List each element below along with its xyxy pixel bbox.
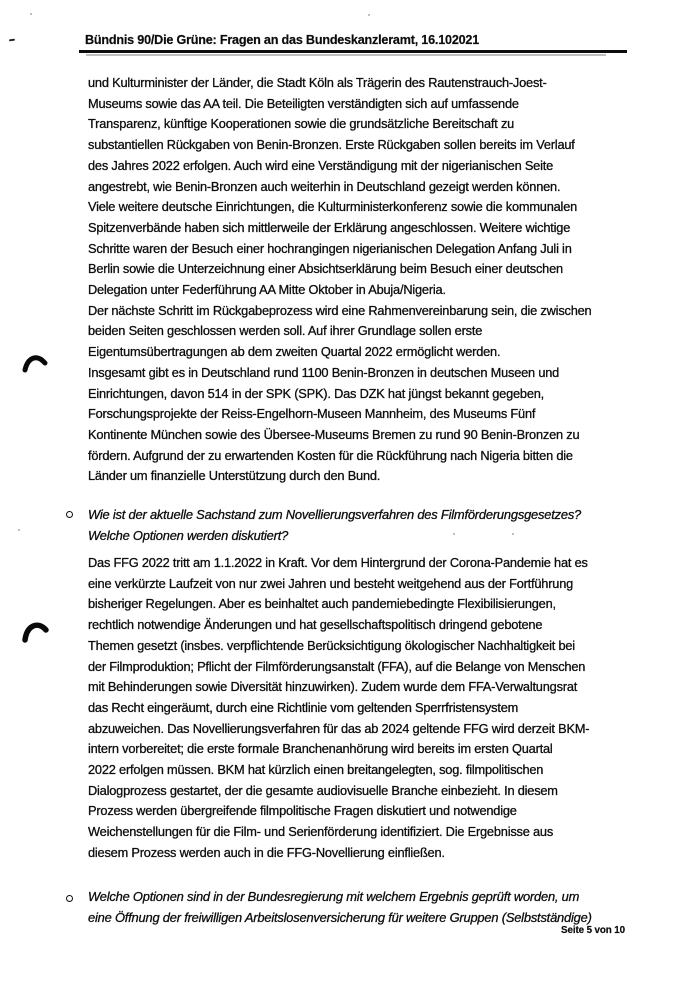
text-line: Welche Optionen sind in der Bundesregierung mit welchem Ergebnis geprüft worden, um [88,889,580,904]
text-line: Dialogprozess gestartet, der die gesamte audiovisuelle Branche einbezieht. In diesem [88,782,558,798]
text-line: Insgesamt gibt es in Deutschland rund 1100 Benin-Bronzen in deutschen Museen und [88,364,560,380]
text-line: und Kulturminister der Länder, die Stadt Köln als Trägerin des Rautenstrauch-Joest- [88,75,547,90]
header-rule [79,50,627,53]
text-line: Transparenz, künftige Kooperationen sowie die grundsätzliche Bereitschaft zu [88,116,515,132]
scan-speck [368,14,370,16]
text-line: Prozess werden übergreifende filmpolitische Fragen diskutiert und notwendige [88,803,517,819]
text-line: Eigentumsübertragungen ab dem zweiten Quartal 2022 ermöglicht werden. [88,344,501,360]
question-arbeitslosenversicherung [88,886,592,928]
scan-speck [18,529,20,531]
text-line: abzuweichen. Das Novellierungsverfahren für das ab 2024 geltende FFG wird derzeit BKM- [88,720,590,736]
text-line: Schritte waren der Besuch einer hochrangingen nigerianischen Delegation Anfang Juli in [88,240,572,256]
text-line: Delegation unter Federführung AA Mitte Oktober in Abuja/Nigeria. [88,282,446,298]
text-line: beiden Seiten geschlossen werden soll. Auf ihrer Grundlage sollen erste [88,323,483,339]
text-line: Kontinente München sowie des Übersee-Museums Bremen zu rund 90 Benin-Bronzen zu [88,426,580,442]
text-line: Wie ist der aktuelle Sachstand zum Novellierungsverfahren des Filmförderungsgesetzes? [88,507,582,522]
text-line: Weichenstellungen für die Film- und Serienförderung identifiziert. Die Ergebnisse aus [88,824,554,840]
text-line: der Filmproduktion; Pflicht der Filmförderungsanstalt (FFA), auf die Belange von Menschen [88,658,586,674]
text-line: des Jahres 2022 erfolgen. Auch wird eine Verständigung mit der nigerianischen Seite [88,157,554,173]
header-rule-shadow [86,54,606,56]
text-line: fördern. Aufgrund der zu erwartenden Kosten für die Rückführung nach Nigeria bitten die [88,447,573,463]
text-line: Welche Optionen werden diskutiert? [88,528,289,543]
paragraph-ffg-2022 [88,553,589,864]
binder-mark-icon [22,618,49,645]
header-title: Bündnis 90/Die Grüne: Fragen an das Bundeskanzleramt, 16.102021 [85,33,480,47]
text-line: Der nächste Schritt im Rückgabeprozess wird eine Rahmenvereinbarung sein, die zwischen [88,302,592,318]
text-line: substantiellen Rückgaben von Benin-Bronzen. Erste Rückgaben sollen bereits im Verlauf [88,137,575,153]
question-filmfoerderungsgesetz [88,504,581,546]
text-line: Das FFG 2022 tritt am 1.1.2022 in Kraft. Vor dem Hintergrund der Corona-Pandemie hat es [88,555,588,570]
text-line: das Recht eingeräumt, durch eine Richtlinie vom geltenden Sperrfristensystem [88,699,519,715]
text-line: Viele weitere deutsche Einrichtungen, die Kulturministerkonferenz sowie die kommunalen [88,199,578,215]
text-line: Länder um finanzielle Unterstützung durch den Bund. [88,468,381,484]
text-line: Spitzenverbände haben sich mittlerweile der Erklärung angeschlossen. Weitere wichtige [88,219,571,235]
binder-mark-icon [22,353,48,375]
text-line: eine verkürzte Laufzeit von nur zwei Jahren und besteht weitgehend aus der Fortführung [88,575,574,591]
text-line: rechtlich notwendige Änderungen und hat gesellschaftspolitisch dringend gebotene [88,617,543,633]
text-line: 2022 erfolgen müssen. BKM hat kürzlich einen breitangelegten, sog. filmpolitischen [88,762,544,778]
scan-speck [30,13,32,15]
text-line: Museums sowie das AA teil. Die Beteiligten verständigten sich auf umfassende [88,95,519,111]
text-line: eine Öffnung der freiwilligen Arbeitslosenversicherung für weitere Gruppen (Selbstständige) [88,910,592,925]
text-line: Einrichtungen, davon 514 in der SPK (SPK). Das DZK hat jüngst bekannt gegeben, [88,385,545,401]
paragraph-benin-bronzen [88,73,591,487]
page-number: Seite 5 von 10 [561,925,625,936]
text-line: diesem Prozess werden auch in die FFG-Novellierung einfließen. [88,844,445,860]
text-line: Themen gesetzt (insbes. verpflichtende Berücksichtigung ökologischer Nachhaltigkeit bei [88,637,575,653]
text-line: bisheriger Regelungen. Aber es beinhaltet auch pandemiebedingte Flexibilisierungen, [88,596,556,612]
bullet-circle-icon [66,895,73,902]
text-line: Berlin sowie die Unterzeichnung einer Absichtserklärung beim Besuch einer deutschen [88,261,563,277]
scan-speck-dash [9,39,15,42]
text-line: Forschungsprojekte der Reiss-Engelhorn-Museen Mannheim, des Museums Fünf [88,406,536,422]
text-line: angestrebt, wie Benin-Bronzen auch weiterhin in Deutschland gezeigt werden können. [88,178,561,194]
text-line: mit Behinderungen sowie Diversität hinzuwirken). Zudem wurde dem FFA-Verwaltungsrat [88,679,578,695]
text-line: intern vorbereitet; die erste formale Branchenanhörung wird bereits im ersten Quartal [88,741,553,757]
bullet-circle-icon [66,511,73,518]
